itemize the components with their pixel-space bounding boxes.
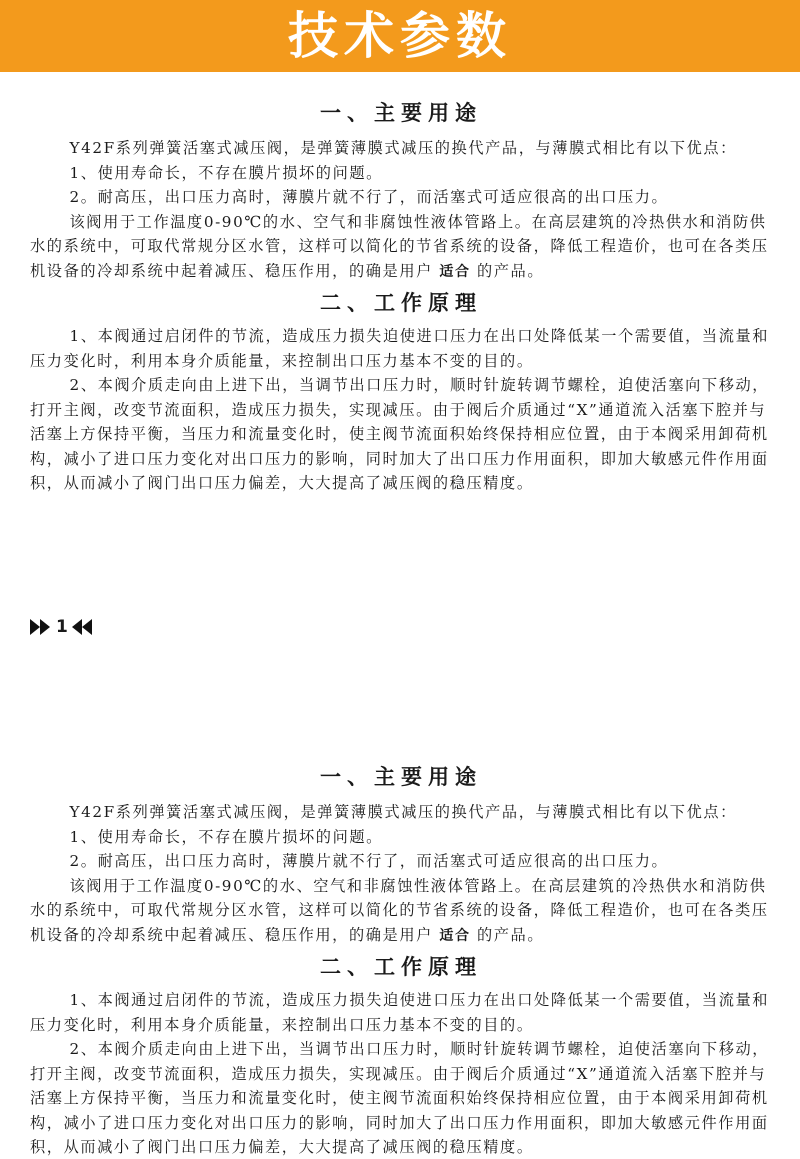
- banner-title: 技术参数: [288, 7, 512, 65]
- section1-intro-repeat: Y42F系列弹簧活塞式减压阀，是弹簧薄膜式减压的换代产品，与薄膜式相比有以下优点：: [69, 803, 737, 821]
- section1-item2: 2。耐高压，出口压力高时，薄膜片就不行了，而活塞式可适应很高的出口压力。: [69, 188, 669, 206]
- usage-end: 的产品。: [476, 261, 545, 280]
- section1-item1-repeat: 1、使用寿命长，不存在膜片损坏的问题。: [69, 827, 383, 846]
- usage-text-repeat: 该阀用于工作温度0-90℃的水、空气和非腐蚀性液体管路上。在高层建筑的冷热供水和消防供水的系统中，可取代常规分区水管，这样可以简化的节省系统的设备，降低工程造价，也可在各类压机设备的冷却系统中起着减压、稳压作用，的确是用户: [30, 876, 769, 944]
- section1-heading: 一、主要用途: [320, 101, 482, 125]
- section1-heading-repeat: 一、主要用途: [320, 765, 482, 789]
- usage-tag: 适合: [439, 263, 471, 280]
- section2-p1: 1、本阀通过启闭件的节流，造成压力损失迫使进口压力在出口处降低某一个需要值，当流量和压力变化时，利用本身介质能量，来控制出口压力基本不变的目的。: [30, 327, 770, 370]
- section1-usage-repeat: [30, 874, 772, 949]
- page-number: 1: [56, 617, 68, 637]
- section1-item1: 1、使用寿命长，不存在膜片损坏的问题。: [69, 163, 383, 182]
- usage-end-repeat: 的产品。: [476, 925, 545, 944]
- usage-tag-repeat: 适合: [439, 927, 471, 944]
- section2-heading-repeat: 二、工作原理: [320, 955, 482, 979]
- section2-p2-repeat: 2、本阀介质走向由上进下出，当调节出口压力时，顺时针旋转调节螺栓，迫使活塞向下移动，打开主阀，改变节流面积，造成压力损失，实现减压。由于阀后介质通过“X”通道流入活塞下腔并与活塞上方保持平衡，当压力和流量变化时，使主阀节流面积始终保持相应位置，由于本阀采用卸荷机构，减小了进口压力变化对出口压力的影响，同时加大了出口压力作用面积，即加大敏感元件作用面积，从而减小了阀门出口压力偏差，大大提高了减压阀的稳压精度。: [30, 1040, 770, 1156]
- usage-text: 该阀用于工作温度0-90℃的水、空气和非腐蚀性液体管路上。在高层建筑的冷热供水和消防供水的系统中，可取代常规分区水管，这样可以简化的节省系统的设备，降低工程造价，也可在各类压机设备的冷却系统中起着减压、稳压作用，的确是用户: [30, 212, 769, 280]
- content-block-2: [30, 762, 772, 1159]
- section1-intro: Y42F系列弹簧活塞式减压阀，是弹簧薄膜式减压的换代产品，与薄膜式相比有以下优点：: [69, 139, 737, 157]
- section1-item2-repeat: 2。耐高压，出口压力高时，薄膜片就不行了，而活塞式可适应很高的出口压力。: [69, 852, 669, 870]
- section2-heading: 二、工作原理: [320, 291, 482, 315]
- section2-p2: 2、本阀介质走向由上进下出，当调节出口压力时，顺时针旋转调节螺栓，迫使活塞向下移动，打开主阀，改变节流面积，造成压力损失，实现减压。由于阀后介质通过“X”通道流入活塞下腔并与活塞上方保持平衡，当压力和流量变化时，使主阀节流面积始终保持相应位置，由于本阀采用卸荷机构，减小了进口压力变化对出口压力的影响，同时加大了出口压力作用面积，即加大敏感元件作用面积，从而减小了阀门出口压力偏差，大大提高了减压阀的稳压精度。: [30, 376, 770, 492]
- section2-p1-repeat: 1、本阀通过启闭件的节流，造成压力损失迫使进口压力在出口处降低某一个需要值，当流量和压力变化时，利用本身介质能量，来控制出口压力基本不变的目的。: [30, 991, 770, 1034]
